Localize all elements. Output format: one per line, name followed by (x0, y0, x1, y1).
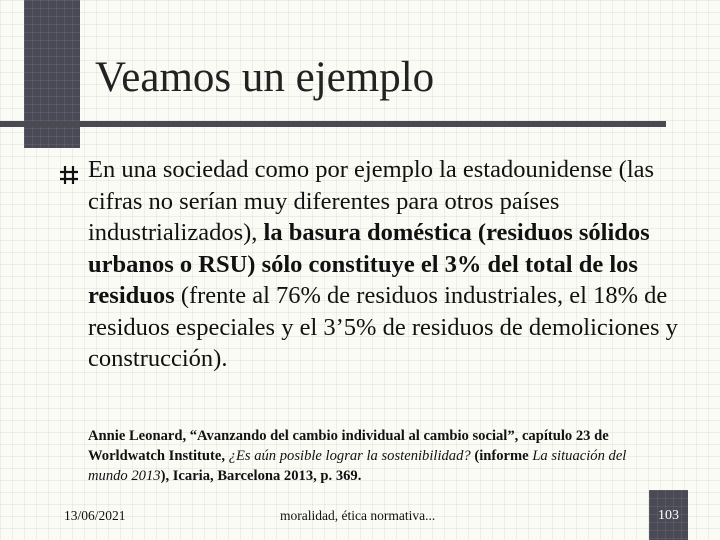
citation-report-prefix: (informe (470, 448, 533, 464)
title-underline-rule (0, 121, 666, 127)
citation-author-chapter: Annie Leonard, “Avanzando del cambio individual al cambio social”, capítulo 23 de Worldwatch Institute, (88, 428, 609, 464)
citation-book-title: ¿Es aún posible lograr la sostenibilidad? (228, 448, 471, 464)
footer-center-text: moralidad, ética normativa... (280, 508, 436, 523)
body-text-normal-continued: (frente al 76% de residuos industriales, el 18% de residuos especiales y el 3’5% de residuos de demoliciones y construcción). (88, 282, 678, 372)
body-text-normal: En una sociedad como por ejemplo la estadounidense (las cifras no serían muy diferentes para otros países industrializados), (88, 156, 655, 246)
citation-text (88, 426, 668, 486)
citation-report-title: La situación del mundo 2013 (88, 448, 627, 484)
page-number: 103 (658, 508, 679, 523)
footer-date: 13/06/2021 (64, 508, 126, 523)
body-text-emphasis: la basura doméstica (residuos sólidos urbanos o RSU) sólo constituye el 3% del total de los residuos (88, 219, 650, 309)
slide-body-text (88, 154, 688, 375)
slide-title: Veamos un ejemplo (95, 54, 435, 101)
hash-bullet-icon (58, 164, 80, 186)
citation-publisher: ), Icaria, Barcelona 2013, p. 369. (160, 468, 362, 484)
